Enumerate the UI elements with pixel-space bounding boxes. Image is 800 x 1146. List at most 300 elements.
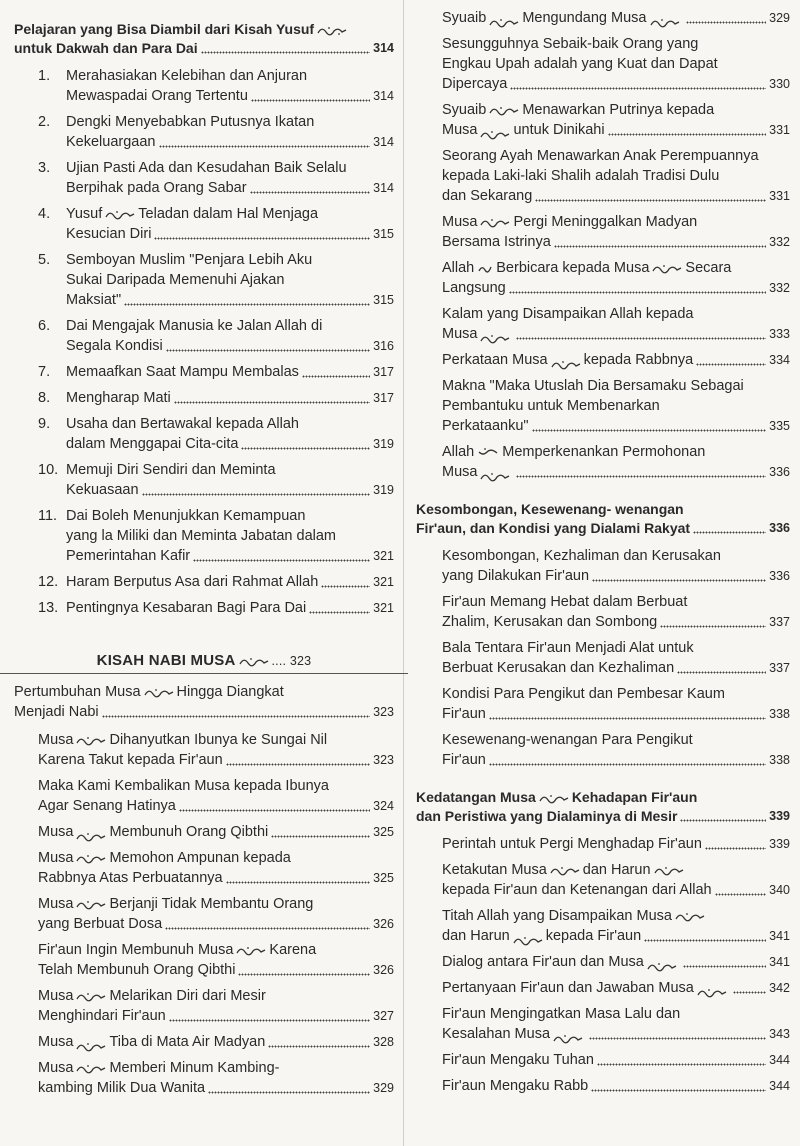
leader-dots bbox=[302, 375, 370, 378]
entry-title-line: Ketakutan Musa bbox=[442, 862, 547, 878]
salawat-seal-icon bbox=[236, 945, 266, 956]
toc-entry[interactable] bbox=[442, 212, 790, 252]
salawat-seal-icon bbox=[539, 793, 569, 804]
entry-title-line: Fir'aun Memang Hebat dalam Berbuat bbox=[442, 594, 688, 610]
salawat-seal-icon bbox=[697, 987, 727, 998]
toc-entry[interactable] bbox=[442, 1004, 790, 1044]
toc-entry[interactable] bbox=[38, 460, 394, 500]
entry-title-line: Kekeluargaan bbox=[66, 134, 156, 150]
leader-dots bbox=[510, 87, 766, 90]
salawat-seal-icon bbox=[654, 865, 684, 876]
entry-number: 6. bbox=[38, 318, 51, 334]
toc-entry[interactable] bbox=[442, 834, 790, 854]
entry-title-line: yang Berbuat Dosa bbox=[38, 916, 163, 932]
salawat-seal-icon bbox=[480, 333, 510, 344]
leader-dots bbox=[166, 349, 370, 352]
entry-title-line: Musa bbox=[38, 1060, 74, 1076]
leader-dots bbox=[124, 303, 370, 306]
entry-title-line: Perkataanku" bbox=[442, 418, 529, 434]
entry-title-line: dan Harun bbox=[442, 928, 510, 944]
toc-entry[interactable] bbox=[442, 592, 790, 632]
leader-dots bbox=[238, 973, 370, 976]
entry-title-line: Fir'aun Mengingatkan Masa Lalu dan bbox=[442, 1006, 681, 1022]
leader-dots bbox=[169, 1019, 370, 1022]
page-number: 339 bbox=[769, 809, 790, 823]
entry-title-line: kepada Laki-laki Shalih adalah Tradisi Dulu bbox=[442, 168, 720, 184]
toc-entry[interactable] bbox=[38, 572, 394, 592]
leader-dots bbox=[174, 401, 370, 404]
salawat-seal-icon bbox=[647, 961, 677, 972]
entry-title-line: Dai Mengajak Manusia ke Jalan Allah di bbox=[66, 318, 323, 334]
leader-dots bbox=[251, 99, 370, 102]
entry-title-line: Ujian Pasti Ada dan Kesudahan Baik Selalu bbox=[66, 160, 347, 176]
page-number: 344 bbox=[769, 1079, 790, 1093]
toc-entry[interactable] bbox=[38, 388, 394, 408]
chapter-title: KISAH NABI MUSA bbox=[96, 652, 236, 669]
leader-dots bbox=[516, 337, 766, 340]
entry-title-line: Syuaib bbox=[442, 10, 487, 26]
entry-title-line: kepada Rabbnya bbox=[583, 352, 694, 368]
page-number: 336 bbox=[769, 569, 790, 583]
entry-title-line: Mengharap Mati bbox=[66, 390, 171, 406]
toc-entry[interactable] bbox=[38, 598, 394, 618]
page-number: 337 bbox=[769, 661, 790, 675]
toc-entry[interactable] bbox=[442, 546, 790, 586]
leader-dots bbox=[683, 965, 766, 968]
entry-title-line: Segala Kondisi bbox=[66, 338, 163, 354]
leader-dots bbox=[705, 847, 766, 850]
toc-entry[interactable] bbox=[38, 362, 394, 382]
column-divider bbox=[403, 0, 404, 1146]
page-number: 327 bbox=[373, 1009, 394, 1023]
page-number: 315 bbox=[373, 293, 394, 307]
entry-title-line: Kondisi Para Pengikut dan Pembesar Kaum bbox=[442, 686, 725, 702]
leader-dots bbox=[193, 559, 370, 562]
entry-title-line: Sesungguhnya Sebaik-baik Orang yang bbox=[442, 36, 699, 52]
left-column bbox=[14, 20, 394, 1104]
toc-entry[interactable] bbox=[442, 1076, 790, 1096]
entry-title-line: Kesalahan Musa bbox=[442, 1026, 551, 1042]
leader-dots bbox=[715, 893, 767, 896]
entry-title-line: Musa bbox=[38, 732, 74, 748]
entry-title-line: Titah Allah yang Disampaikan Musa bbox=[442, 908, 672, 924]
leader-dots bbox=[686, 21, 767, 24]
toc-entry[interactable] bbox=[38, 776, 394, 816]
entry-title-line: kepada Fir'aun dan Ketenangan dari Allah bbox=[442, 882, 712, 898]
page-number: 314 bbox=[373, 135, 394, 149]
toc-entry[interactable] bbox=[38, 66, 394, 106]
toc-entry[interactable] bbox=[38, 1032, 394, 1052]
leader-dots bbox=[489, 763, 766, 766]
toc-entry[interactable] bbox=[38, 414, 394, 454]
entry-title-line: kambing Milik Dua Wanita bbox=[38, 1080, 206, 1096]
leader-dots bbox=[589, 1037, 766, 1040]
salawat-seal-icon bbox=[239, 656, 269, 667]
entry-number: 1. bbox=[38, 68, 51, 84]
salawat-seal-icon bbox=[76, 899, 106, 910]
toc-entry[interactable] bbox=[38, 158, 394, 198]
salawat-seal-icon bbox=[550, 865, 580, 876]
entry-title-line: Kesucian Diri bbox=[66, 226, 152, 242]
page-number: 326 bbox=[373, 917, 394, 931]
leader-dots bbox=[226, 763, 370, 766]
entry-title-line: Mengundang Musa bbox=[522, 10, 647, 26]
salawat-seal-icon bbox=[144, 687, 174, 698]
section-title-line: Menjadi Nabi bbox=[14, 704, 99, 720]
section-heading[interactable] bbox=[416, 788, 790, 826]
entry-title-line: Dialog antara Fir'aun dan Musa bbox=[442, 954, 644, 970]
entry-title-line: Pentingnya Kesabaran Bagi Para Dai bbox=[66, 600, 307, 616]
salawat-seal-icon bbox=[105, 209, 135, 220]
section-heading[interactable] bbox=[416, 500, 790, 538]
entry-title-line: Secara bbox=[685, 260, 732, 276]
page-number: 325 bbox=[373, 825, 394, 839]
leader-dots bbox=[516, 475, 766, 478]
section-title-line: Pelajaran yang Bisa Diambil dari Kisah Yusuf bbox=[14, 21, 315, 37]
salawat-seal-icon bbox=[76, 831, 106, 842]
page-number: 332 bbox=[769, 281, 790, 295]
entry-title-line: Karena Takut kepada Fir'aun bbox=[38, 752, 223, 768]
entry-title-line: Haram Berputus Asa dari Rahmat Allah bbox=[66, 574, 319, 590]
entry-title-line: Usaha dan Bertawakal kepada Allah bbox=[66, 416, 299, 432]
entry-title-line: Dipercaya bbox=[442, 76, 508, 92]
entry-title-line: yang Dilakukan Fir'aun bbox=[442, 568, 590, 584]
entry-title-line: Teladan dalam Hal Menjaga bbox=[138, 206, 319, 222]
leader-dots bbox=[226, 881, 371, 884]
leader-dots bbox=[179, 809, 370, 812]
entry-title-line: Engkau Upah adalah yang Kuat dan Dapat bbox=[442, 56, 718, 72]
entry-number: 11. bbox=[38, 508, 58, 524]
allah-honorific-icon bbox=[477, 263, 493, 274]
entry-number: 3. bbox=[38, 160, 51, 176]
salawat-seal-icon bbox=[650, 17, 680, 28]
leader-dots bbox=[142, 493, 371, 496]
toc-entry[interactable] bbox=[38, 730, 394, 770]
entry-title-line: Memohon Ampunan kepada bbox=[109, 850, 291, 866]
leader-dots bbox=[660, 625, 766, 628]
leader-dots bbox=[554, 245, 766, 248]
leader-dots bbox=[201, 51, 371, 54]
section-title-line: Pertumbuhan Musa bbox=[14, 684, 141, 700]
entry-title-line: dan Sekarang bbox=[442, 188, 533, 204]
salawat-seal-icon bbox=[489, 105, 519, 116]
entry-title-line: Fir'aun bbox=[442, 752, 486, 768]
entry-number: 8. bbox=[38, 390, 51, 406]
toc-entry[interactable] bbox=[38, 822, 394, 842]
leader-dots bbox=[535, 199, 766, 202]
entry-title-line: Allah bbox=[442, 444, 475, 460]
entry-title-line: Semboyan Muslim "Penjara Lebih Aku bbox=[66, 252, 313, 268]
salawat-seal-icon bbox=[76, 853, 106, 864]
leader-dots bbox=[208, 1091, 370, 1094]
entry-title-line: Allah bbox=[442, 260, 475, 276]
toc-entry[interactable] bbox=[38, 112, 394, 152]
page-number: 333 bbox=[769, 327, 790, 341]
page-number: 332 bbox=[769, 235, 790, 249]
salawat-seal-icon bbox=[480, 471, 510, 482]
page-number: 329 bbox=[373, 1081, 394, 1095]
entry-title-line: Melarikan Diri dari Mesir bbox=[109, 988, 266, 1004]
entry-title-line: Fir'aun bbox=[442, 706, 486, 722]
toc-entry[interactable] bbox=[38, 986, 394, 1026]
page-number: 331 bbox=[769, 189, 790, 203]
leader-dots bbox=[165, 927, 370, 930]
entry-title-line: Merahasiakan Kelebihan dan Anjuran bbox=[66, 68, 308, 84]
toc-entry[interactable] bbox=[38, 250, 394, 310]
entry-title-line: Zhalim, Kerusakan dan Sombong bbox=[442, 614, 658, 630]
page-number: 328 bbox=[373, 1035, 394, 1049]
page-number: 314 bbox=[373, 89, 394, 103]
leader-dots bbox=[102, 715, 371, 718]
salawat-seal-icon bbox=[513, 935, 543, 946]
entry-title-line: Musa bbox=[442, 122, 478, 138]
page-number: 341 bbox=[769, 955, 790, 969]
entry-title-line: Musa bbox=[38, 1034, 74, 1050]
leader-dots bbox=[268, 1045, 370, 1048]
leader-dots bbox=[597, 1063, 766, 1066]
leader-dots bbox=[532, 429, 767, 432]
page-number: 344 bbox=[769, 1053, 790, 1067]
toc-entry[interactable] bbox=[442, 1050, 790, 1070]
page-number: 317 bbox=[373, 391, 394, 405]
toc-entry[interactable] bbox=[38, 506, 394, 566]
page-number: 326 bbox=[373, 963, 394, 977]
entry-title-line: Perintah untuk Pergi Menghadap Fir'aun bbox=[442, 836, 702, 852]
entry-number: 9. bbox=[38, 416, 51, 432]
entry-title-line: kepada Fir'aun bbox=[545, 928, 642, 944]
entry-title-line: Dengki Menyebabkan Putusnya Ikatan bbox=[66, 114, 315, 130]
page-number: 335 bbox=[769, 419, 790, 433]
section-title-line: Kehadapan Fir'aun bbox=[571, 789, 698, 805]
page-number: 317 bbox=[373, 365, 394, 379]
section-title-line: Hingga Diangkat bbox=[176, 684, 284, 700]
page-number: 329 bbox=[769, 11, 790, 25]
page-number: 316 bbox=[373, 339, 394, 353]
section-heading[interactable] bbox=[14, 682, 394, 722]
entry-title-line: Agar Senang Hatinya bbox=[38, 798, 176, 814]
toc-entry[interactable] bbox=[38, 894, 394, 934]
toc-entry[interactable] bbox=[442, 442, 790, 482]
toc-entry[interactable] bbox=[442, 100, 790, 140]
page-number: 342 bbox=[769, 981, 790, 995]
entry-title-line: Pembantuku untuk Membenarkan bbox=[442, 398, 660, 414]
entry-title-line: Maka Kami Kembalikan Musa kepada Ibunya bbox=[38, 778, 329, 794]
section-title-line: Fir'aun, dan Kondisi yang Dialami Rakyat bbox=[416, 520, 691, 536]
entry-title-line: Pergi Meninggalkan Madyan bbox=[513, 214, 698, 230]
entry-title-line: Kalam yang Disampaikan Allah kepada bbox=[442, 306, 694, 322]
entry-title-line: Sukai Daripada Memenuhi Ajakan bbox=[66, 272, 285, 288]
page-number: 336 bbox=[769, 521, 790, 535]
leader-dots bbox=[608, 133, 767, 136]
leader-dots bbox=[309, 611, 370, 614]
entry-title-line: Membunuh Orang Qibthi bbox=[109, 824, 269, 840]
entry-title-line: Kekuasaan bbox=[66, 482, 139, 498]
page-number: 321 bbox=[373, 549, 394, 563]
entry-title-line: Langsung bbox=[442, 280, 506, 296]
page-number: 343 bbox=[769, 1027, 790, 1041]
chapter-rule bbox=[0, 673, 408, 674]
leader-dots bbox=[489, 717, 766, 720]
toc-entry[interactable] bbox=[442, 952, 790, 972]
page-number: 314 bbox=[373, 181, 394, 195]
leader-dots bbox=[644, 939, 766, 942]
entry-title-line: Fir'aun Mengaku Rabb bbox=[442, 1078, 589, 1094]
toc-entry[interactable] bbox=[442, 730, 790, 770]
page-number: 321 bbox=[373, 601, 394, 615]
leader-dots bbox=[591, 1089, 766, 1092]
toc-entry[interactable] bbox=[442, 638, 790, 678]
entry-title-line: Telah Membunuh Orang Qibthi bbox=[38, 962, 236, 978]
section-title-line: Kedatangan Musa bbox=[416, 789, 536, 805]
entry-title-line: dalam Menggapai Cita-cita bbox=[66, 436, 239, 452]
entry-title-line: Musa bbox=[442, 464, 478, 480]
leader-dots bbox=[509, 291, 766, 294]
salawat-seal-icon bbox=[317, 25, 347, 36]
page-number: 314 bbox=[373, 41, 394, 55]
entry-title-line: Yusuf bbox=[66, 206, 103, 222]
salawat-seal-icon bbox=[553, 1033, 583, 1044]
section-title-line: dan Peristiwa yang Dialaminya di Mesir bbox=[416, 808, 678, 824]
entry-number: 10. bbox=[38, 462, 59, 478]
toc-entry[interactable] bbox=[442, 34, 790, 94]
leader-dots bbox=[154, 237, 370, 240]
leader-dots bbox=[271, 835, 370, 838]
page-number: 339 bbox=[769, 837, 790, 851]
entry-title-line: Dai Boleh Menunjukkan Kemampuan bbox=[66, 508, 306, 524]
entry-title-line: Kesewenang-wenangan Para Pengikut bbox=[442, 732, 693, 748]
page-number: 338 bbox=[769, 707, 790, 721]
entry-title-line: Dihanyutkan Ibunya ke Sungai Nil bbox=[109, 732, 328, 748]
salawat-seal-icon bbox=[76, 735, 106, 746]
entry-title-line: Berbicara kepada Musa bbox=[496, 260, 650, 276]
entry-title-line: Kesombongan, Kezhaliman dan Kerusakan bbox=[442, 548, 721, 564]
leader-dots bbox=[677, 671, 766, 674]
entry-title-line: Perkataan Musa bbox=[442, 352, 548, 368]
entry-title-line: Makna "Maka Utuslah Dia Bersamaku Sebagai bbox=[442, 378, 744, 394]
toc-entry[interactable] bbox=[442, 350, 790, 370]
toc-entry[interactable] bbox=[442, 304, 790, 344]
leader-dots bbox=[680, 819, 766, 822]
entry-title-line: Musa bbox=[442, 326, 478, 342]
entry-title-line: Menghindari Fir'aun bbox=[38, 1008, 166, 1024]
entry-title-line: Maksiat" bbox=[66, 292, 122, 308]
toc-entry[interactable] bbox=[442, 978, 790, 998]
entry-title-line: Pertanyaan Fir'aun dan Jawaban Musa bbox=[442, 980, 694, 996]
allah-honorific-icon bbox=[477, 447, 499, 458]
salawat-seal-icon bbox=[480, 217, 510, 228]
entry-title-line: Memuji Diri Sendiri dan Meminta bbox=[66, 462, 276, 478]
entry-title-line: Musa bbox=[38, 850, 74, 866]
entry-title-line: Musa bbox=[38, 988, 74, 1004]
entry-title-line: Mewaspadai Orang Tertentu bbox=[66, 88, 248, 104]
salawat-seal-icon bbox=[480, 129, 510, 140]
page-number: 323 bbox=[373, 753, 394, 767]
entry-number: 7. bbox=[38, 364, 51, 380]
entry-title-line: Bala Tentara Fir'aun Menjadi Alat untuk bbox=[442, 640, 694, 656]
page-number: 338 bbox=[769, 753, 790, 767]
section-title-line: Kesombongan, Kesewenang- wenangan bbox=[416, 501, 684, 517]
page-number: 323 bbox=[289, 654, 312, 668]
entry-title-line: Tiba di Mata Air Madyan bbox=[109, 1034, 266, 1050]
right-column bbox=[416, 8, 790, 1102]
page-number: 324 bbox=[373, 799, 394, 813]
salawat-seal-icon bbox=[76, 1041, 106, 1052]
toc-entry[interactable] bbox=[38, 204, 394, 244]
leader-dots bbox=[693, 531, 766, 534]
entry-title-line: Berjanji Tidak Membantu Orang bbox=[109, 896, 314, 912]
entry-title-line: Memaafkan Saat Mampu Membalas bbox=[66, 364, 299, 380]
salawat-seal-icon bbox=[551, 359, 581, 370]
toc-entry[interactable] bbox=[442, 906, 790, 946]
page-number: 341 bbox=[769, 929, 790, 943]
entry-title-line: dan Harun bbox=[582, 862, 651, 878]
entry-title-line: Seorang Ayah Menawarkan Anak Perempuannya bbox=[442, 148, 759, 164]
entry-title-line: Musa bbox=[442, 214, 478, 230]
page-number: 315 bbox=[373, 227, 394, 241]
toc-entry[interactable] bbox=[442, 684, 790, 724]
leader-dots bbox=[321, 585, 370, 588]
entry-title-line: Pemerintahan Kafir bbox=[66, 548, 191, 564]
page-number: 319 bbox=[373, 483, 394, 497]
leader-dots bbox=[241, 447, 370, 450]
entry-title-line: untuk Dinikahi bbox=[513, 122, 605, 138]
toc-entry[interactable] bbox=[442, 146, 790, 206]
entry-title-line: Menawarkan Putrinya kepada bbox=[522, 102, 715, 118]
toc-entry[interactable] bbox=[442, 860, 790, 900]
toc-entry[interactable] bbox=[38, 848, 394, 888]
toc-entry[interactable] bbox=[442, 376, 790, 436]
toc-entry[interactable] bbox=[442, 258, 790, 298]
entry-number: 5. bbox=[38, 252, 51, 268]
toc-entry[interactable] bbox=[38, 316, 394, 356]
page-number: 334 bbox=[769, 353, 790, 367]
entry-title-line: Musa bbox=[38, 896, 74, 912]
leader-dots bbox=[592, 579, 766, 582]
leader-dots bbox=[250, 191, 371, 194]
salawat-seal-icon bbox=[675, 911, 705, 922]
toc-entry[interactable] bbox=[38, 940, 394, 980]
salawat-seal-icon bbox=[76, 1063, 106, 1074]
entry-title-line: Karena bbox=[269, 942, 317, 958]
entry-title-line: Musa bbox=[38, 824, 74, 840]
entry-number: 12. bbox=[38, 574, 59, 590]
entry-title-line: Memberi Minum Kambing- bbox=[109, 1060, 280, 1076]
section-title-line: untuk Dakwah dan Para Dai bbox=[14, 40, 198, 56]
salawat-seal-icon bbox=[652, 263, 682, 274]
leader-dots bbox=[159, 145, 371, 148]
toc-entry[interactable] bbox=[442, 8, 790, 28]
entry-number: 4. bbox=[38, 206, 51, 222]
entry-number: 2. bbox=[38, 114, 51, 130]
page-number: 336 bbox=[769, 465, 790, 479]
page-number: 330 bbox=[769, 77, 790, 91]
entry-number: 13. bbox=[38, 600, 59, 616]
page-number: 319 bbox=[373, 437, 394, 451]
entry-title-line: Fir'aun Mengaku Tuhan bbox=[442, 1052, 594, 1068]
entry-title-line: Berpihak pada Orang Sabar bbox=[66, 180, 247, 196]
section-heading bbox=[14, 20, 394, 58]
entry-title-line: Fir'aun Ingin Membunuh Musa bbox=[38, 942, 234, 958]
toc-entry[interactable] bbox=[38, 1058, 394, 1098]
chapter-heading[interactable] bbox=[14, 652, 394, 669]
entry-title-line: yang la Miliki dan Meminta Jabatan dalam bbox=[66, 528, 336, 544]
page-number: 325 bbox=[373, 871, 394, 885]
entry-title-line: Rabbnya Atas Perbuatannya bbox=[38, 870, 223, 886]
entry-title-line: Bersama Istrinya bbox=[442, 234, 551, 250]
salawat-seal-icon bbox=[489, 17, 519, 28]
page-number: 331 bbox=[769, 123, 790, 137]
leader-dots bbox=[696, 363, 766, 366]
